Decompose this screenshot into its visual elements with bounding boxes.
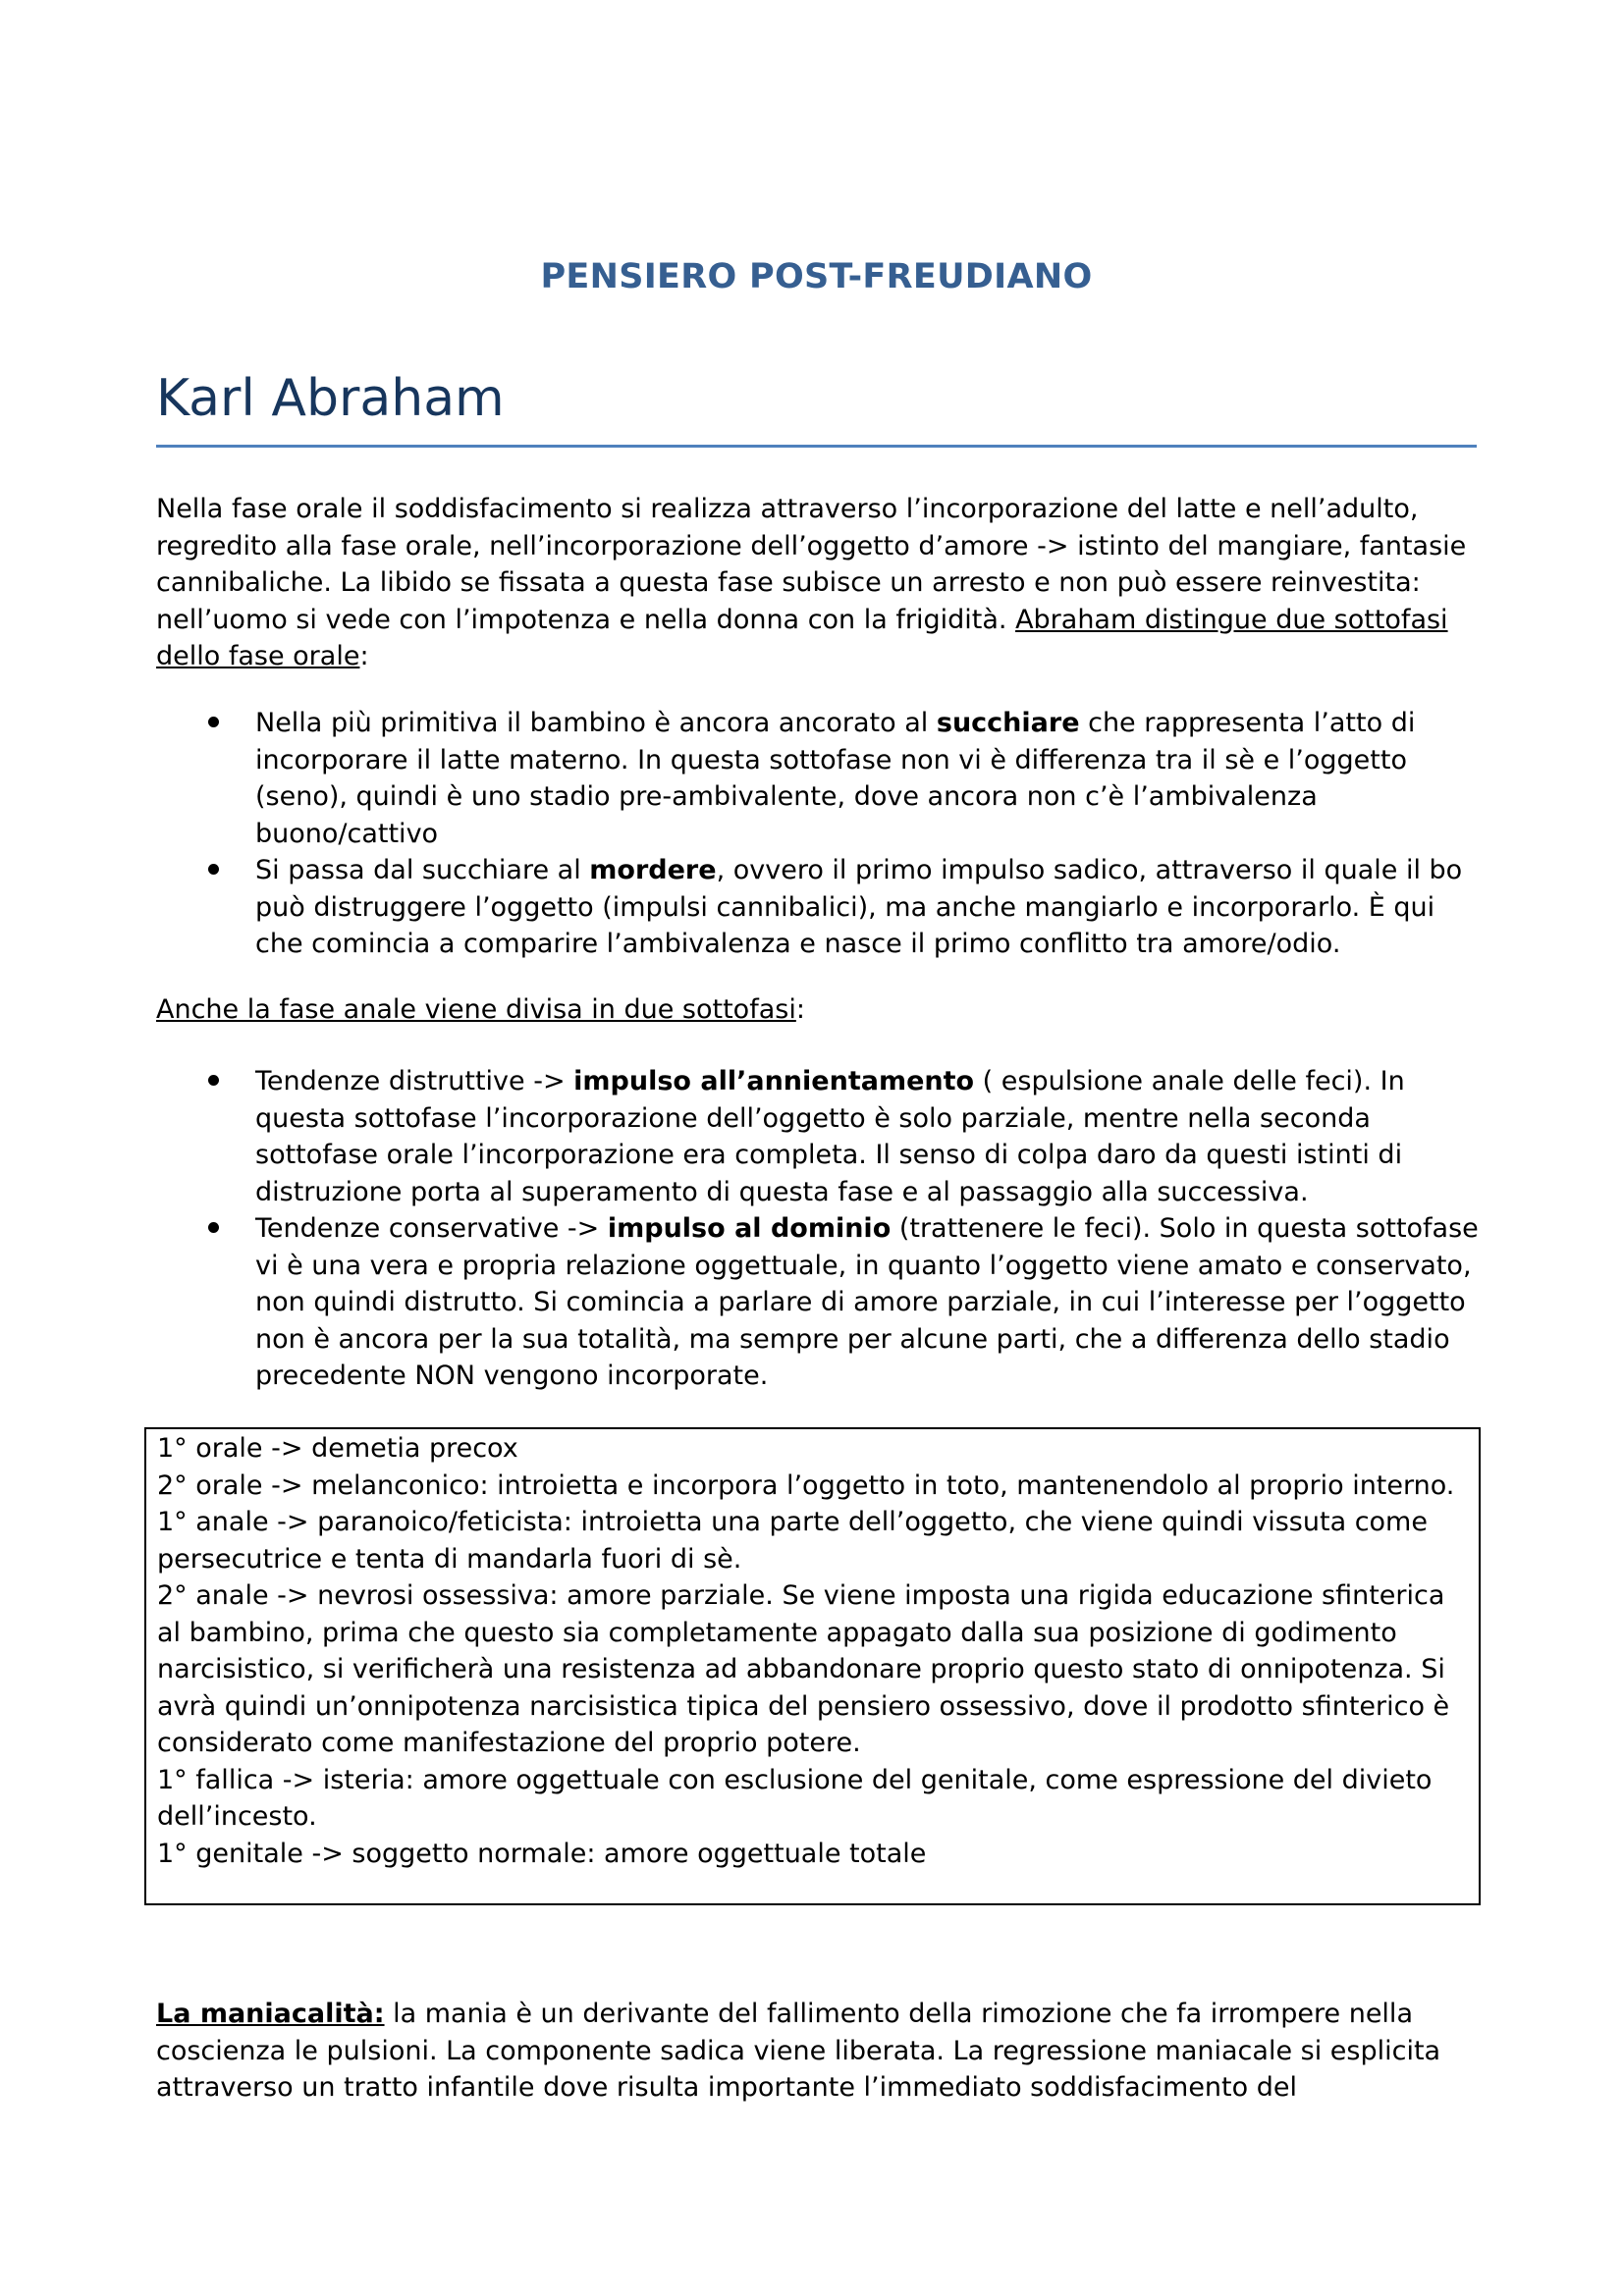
summary-line: 2° orale -> melanconico: introietta e incorpora l’oggetto in toto, mantenendolo al proprio interno. [157,1469,1455,1501]
intro-paragraph [156,491,1482,675]
summary-line: 2° anale -> nevrosi ossessiva: amore parziale. Se viene imposta una rigida educazione sfinterica al bambino, prima che questo sia completamente appagato dalla sua posizione di godimento narcisistico, si verificherà una resistenza ad abbandonare proprio questo stato di onnipotenza. Si avrà quindi un’onnipotenza narcisistica tipica del pensiero ossessivo, dove il prodotto sfinterico è considerato come manifestazione del proprio potere. [157,1580,1450,1758]
bullet-text: Tendenze distruttive -> [255,1066,574,1096]
summary-line: 1° anale -> paranoico/feticista: introietta una parte dell’oggetto, che viene quindi vissuta come persecutrice e tenta di mandarla fuori di sè. [157,1507,1428,1575]
intro-colon: : [359,641,369,671]
mania-text: la mania è un derivante del fallimento della rimozione che fa irrompere nella coscienza le pulsioni. La componente sadica viene liberata. La regressione maniacale si esplicita attraverso un tratto infantile dove risulta importante l’immediato soddisfacimento del [156,1999,1441,2103]
bullet-bold-term: succhiare [936,708,1080,738]
summary-line: 1° fallica -> isteria: amore oggettuale con esclusione del genitale, come espressione del divieto dell’incesto. [157,1764,1433,1832]
bullet-text: ( espulsione anale delle feci). In questa sottofase l’incorporazione dell’oggetto è solo parziale, mentre nella seconda sottofase orale l’incorporazione era completa. Il senso di colpa daro da questi istinti di distruzione porta al superamento di questa fase e al passaggio alla successiva. [255,1066,1405,1207]
summary-line: 1° genitale -> soggetto normale: amore oggettuale totale [157,1838,927,1869]
bullet-text: , ovvero il primo impulso sadico, attraverso il quale il bo può distruggere l’oggetto (impulsi cannibalici), ma anche mangiarlo e incorporarlo. È qui che comincia a comparire l’ambivalenza e nasce il primo conflitto tra amore/odio. [255,855,1463,959]
summary-line: 1° orale -> demetia precox [157,1433,518,1464]
anal-intro-underlined-text: Anche la fase anale viene divisa in due sottofasi [156,994,796,1025]
intro-text: Nella fase orale il soddisfacimento si realizza attraverso l’incorporazione del latte e nell’adulto, regredito alla fase orale, nell’incorporazione dell’oggetto d’amore -> istinto del mangiare, fantasie cannibaliche. La libido se fissata a questa fase subisce un arresto e non può essere reinvestita: nell’uomo si vede con l’impotenza e nella donna con la frigidità. [156,494,1467,635]
bullet-icon [208,1222,219,1233]
bullet-bold-term: mordere [589,855,717,885]
bullet-icon [208,1075,219,1086]
bullet-icon [208,864,219,875]
section-heading: Karl Abraham [156,369,505,428]
document-title: PENSIERO POST-FREUDIANO [540,257,1093,296]
stages-summary-box [144,1427,1481,1905]
bullet-text: che rappresenta l’atto di incorporare il latte materno. In questa sottofase non vi è differenza tra il sè e l’oggetto (seno), quindi è uno stadio pre-ambivalente, dove ancora non c’è l’ambivalenza buono/cattivo [255,708,1416,849]
oral-subphases-list [156,705,1482,963]
bullet-text: Tendenze conservative -> [255,1213,608,1244]
list-item [156,852,1482,963]
mania-paragraph [156,1996,1482,2107]
bullet-bold-term: impulso al dominio [607,1213,892,1244]
anal-intro-paragraph [156,991,1482,1029]
bullet-bold-term: impulso all’annientamento [573,1066,975,1096]
heading-underline-rule [156,445,1477,448]
mania-label: La maniacalità: [156,1999,385,2029]
anal-subphases-list [156,1063,1482,1395]
list-item [156,1063,1482,1210]
intro-underlined-text: Abraham distingue due sottofasi dello fase orale [156,604,1448,671]
bullet-text: Nella più primitiva il bambino è ancora ancorato al [255,708,937,738]
list-item [156,705,1482,852]
bullet-text: (trattenere le feci). Solo in questa sottofase vi è una vera e propria relazione oggettuale, in quanto l’oggetto viene amato e conservato, non quindi distrutto. Si comincia a parlare di amore parziale, in cui l’interesse per l’oggetto non è ancora per la sua totalità, ma sempre per alcune parti, che a differenza dello stadio precedente NON vengono incorporate. [255,1213,1479,1391]
bullet-text: Si passa dal succhiare al [255,855,590,885]
anal-intro-colon: : [795,994,805,1025]
bullet-icon [208,717,219,727]
list-item [156,1210,1482,1395]
